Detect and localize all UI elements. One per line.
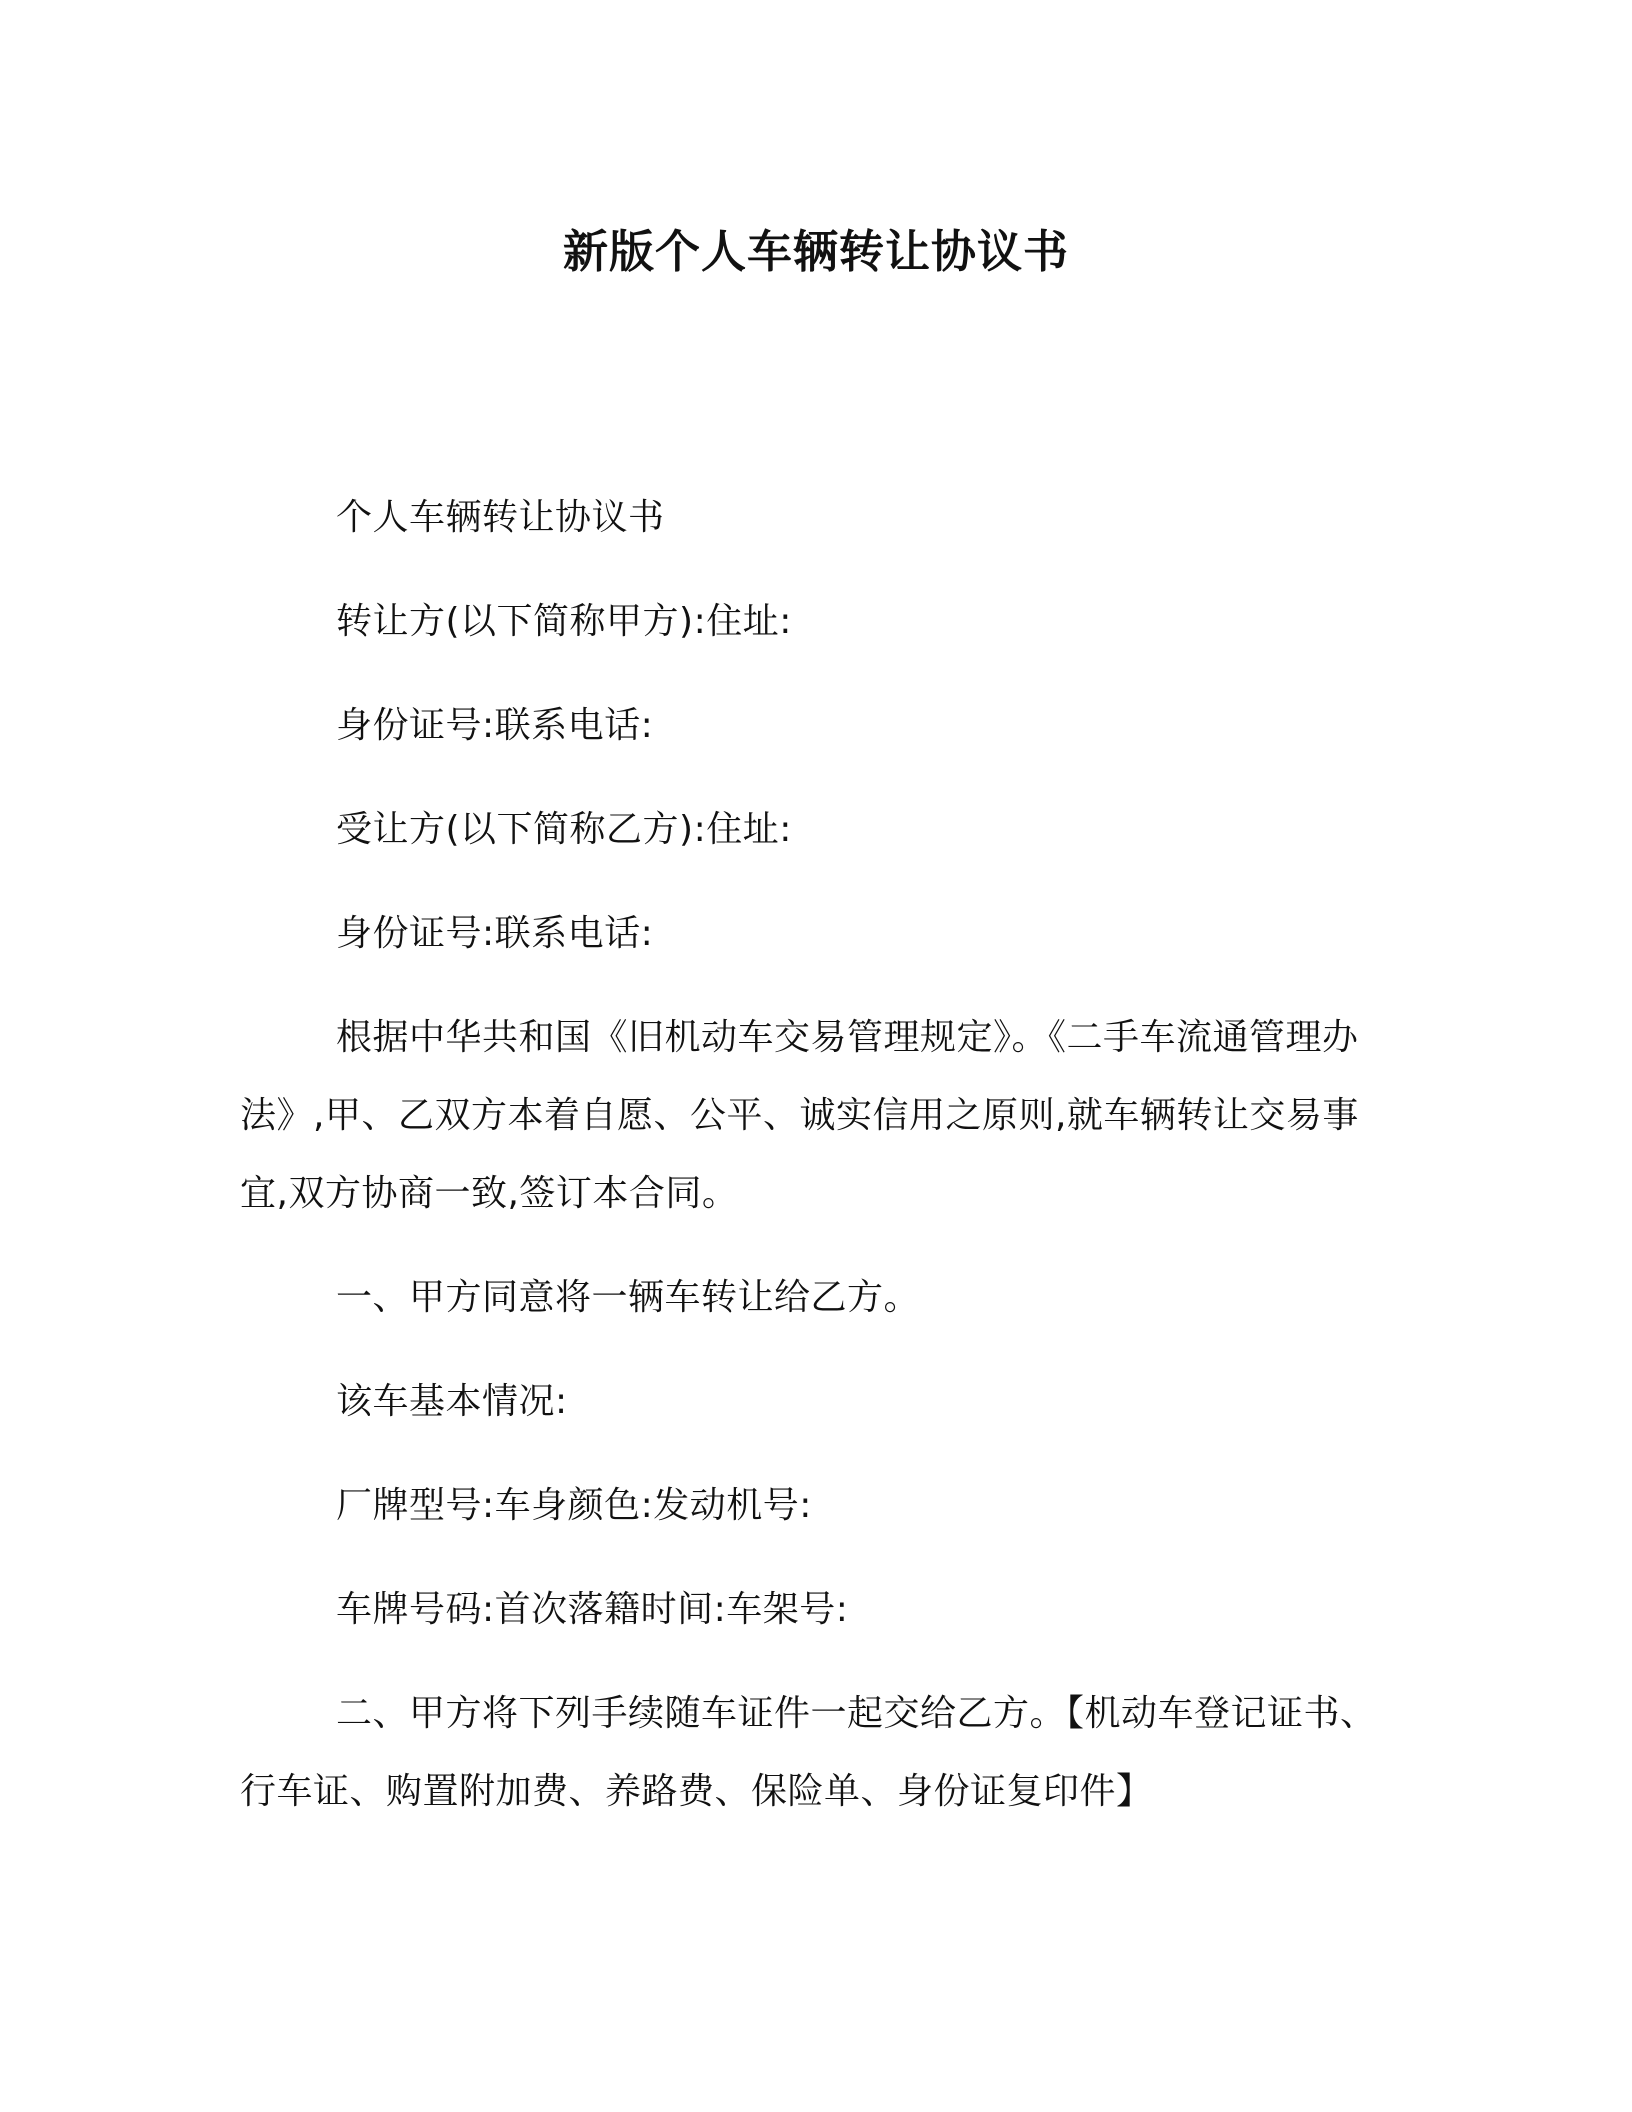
paragraph-transferor-address: 转让方(以下简称甲方):住址: (336, 601, 792, 642)
paragraph-clause-two: 二、甲方将下列手续随车证件一起交给乙方。【机动车登记证书、行车证、购置附加费、养路费、保险单、身份证复印件】 (240, 1693, 1377, 1812)
paragraph-transferee-address: 受让方(以下简称乙方):住址: (336, 809, 792, 850)
paragraph-vehicle-info-heading: 该车基本情况: (336, 1381, 568, 1422)
paragraph-vehicle-plate: 车牌号码:首次落籍时间:车架号: (336, 1589, 849, 1630)
paragraph-vehicle-model: 厂牌型号:车身颜色:发动机号: (336, 1485, 812, 1526)
paragraph-transferor-id: 身份证号:联系电话: (336, 705, 654, 746)
paragraph-legal-basis: 根据中华共和国《旧机动车交易管理规定》。《二手车流通管理办法》,甲、乙双方本着自愿、公平、诚实信用之原则,就车辆转让交易事宜,双方协商一致,签订本合同。 (240, 1017, 1359, 1214)
paragraph-clause-one: 一、甲方同意将一辆车转让给乙方。 (336, 1277, 921, 1318)
document-body (240, 492, 1380, 1870)
paragraph-transferee-id: 身份证号:联系电话: (336, 913, 654, 954)
document-title: 新版个人车辆转让协议书 (562, 225, 1069, 278)
paragraph-subtitle: 个人车辆转让协议书 (336, 497, 665, 538)
